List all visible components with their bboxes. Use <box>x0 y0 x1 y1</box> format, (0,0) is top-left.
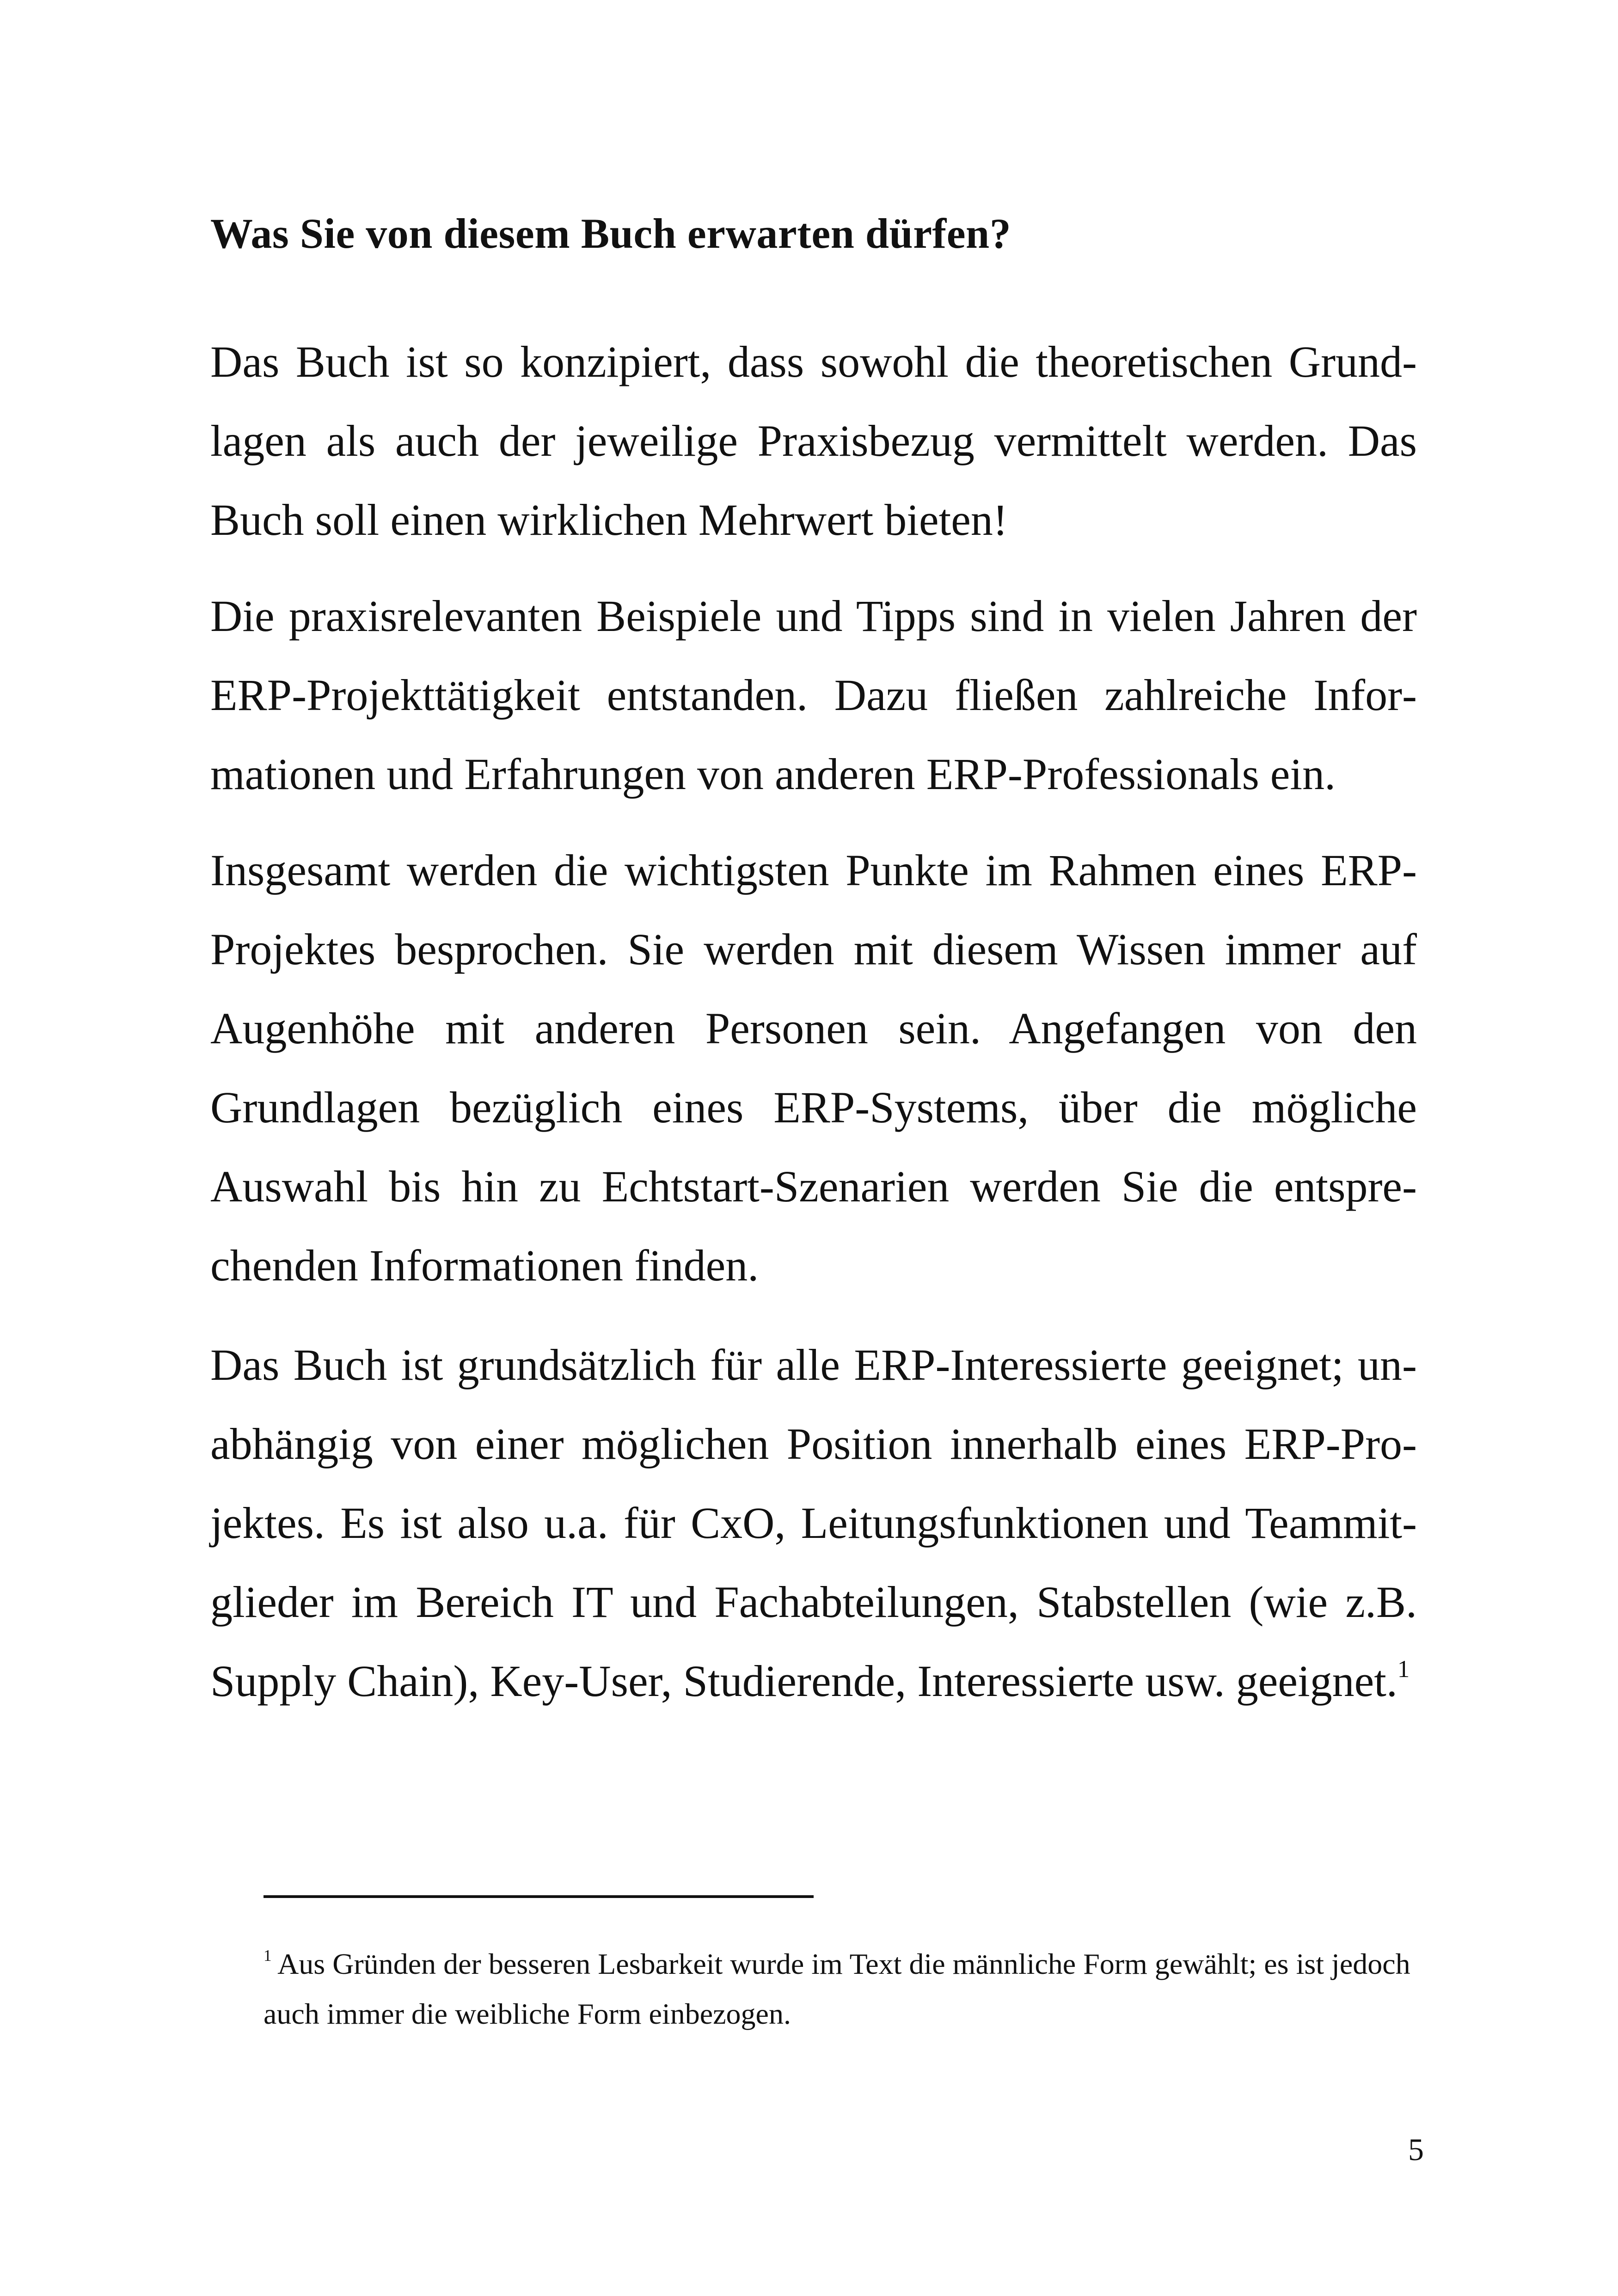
footnote <box>264 1939 1419 2039</box>
page-number: 5 <box>1408 2132 1424 2167</box>
footnote-separator <box>264 1895 814 1898</box>
paragraph-audience-text: Das Buch ist grundsätzlich für alle ERP-Interessierte geeignet; unabhängig von einer möglichen Position innerhalb eines ERP-Projektes. Es ist also u.a. für CxO, Leitungsfunktionen und Teammitglieder im Bereich IT und Fachabteilungen, Stabstellen (wie z.B. Supply Chain), Key-User, Studierende, Interessierte usw. geeignet. <box>210 1340 1417 1706</box>
paragraph-audience <box>210 1325 1417 1720</box>
paragraph-overview: Insgesamt werden die wichtigsten Punkte im Rahmen eines ERP-Projektes besprochen. Sie werden mit diesem Wissen immer auf Augenhöhe mit anderen Personen sein. Angefangen von den Grundlagen bezüglich eines ERP-Systems, über die mögliche Auswahl bis hin zu Echtstart-Szenarien werden Sie die entsprechenden Informationen finden. <box>210 845 1417 1290</box>
footnote-marker: 1 <box>264 1947 272 1965</box>
paragraph-intro: Das Buch ist so konzipiert, dass sowohl die theoretischen Grundlagen als auch der jeweilige Praxisbezug vermittelt werden. Das Buch soll einen wirklichen Mehrwert bieten! <box>210 337 1417 545</box>
paragraph-examples: Die praxisrelevanten Beispiele und Tipps sind in vielen Jahren der ERP-Projekttätigkeit entstanden. Dazu fließen zahlreiche Informationen und Erfahrungen von anderen ERP-Professionals ein. <box>210 591 1417 799</box>
footnote-reference: 1 <box>1397 1656 1410 1683</box>
section-heading: Was Sie von diesem Buch erwarten dürfen? <box>210 210 1011 257</box>
footnote-text: Aus Gründen der besseren Lesbarkeit wurde im Text die männliche Form gewählt; es ist jedoch auch immer die weibliche Form einbezogen. <box>264 1947 1410 2030</box>
